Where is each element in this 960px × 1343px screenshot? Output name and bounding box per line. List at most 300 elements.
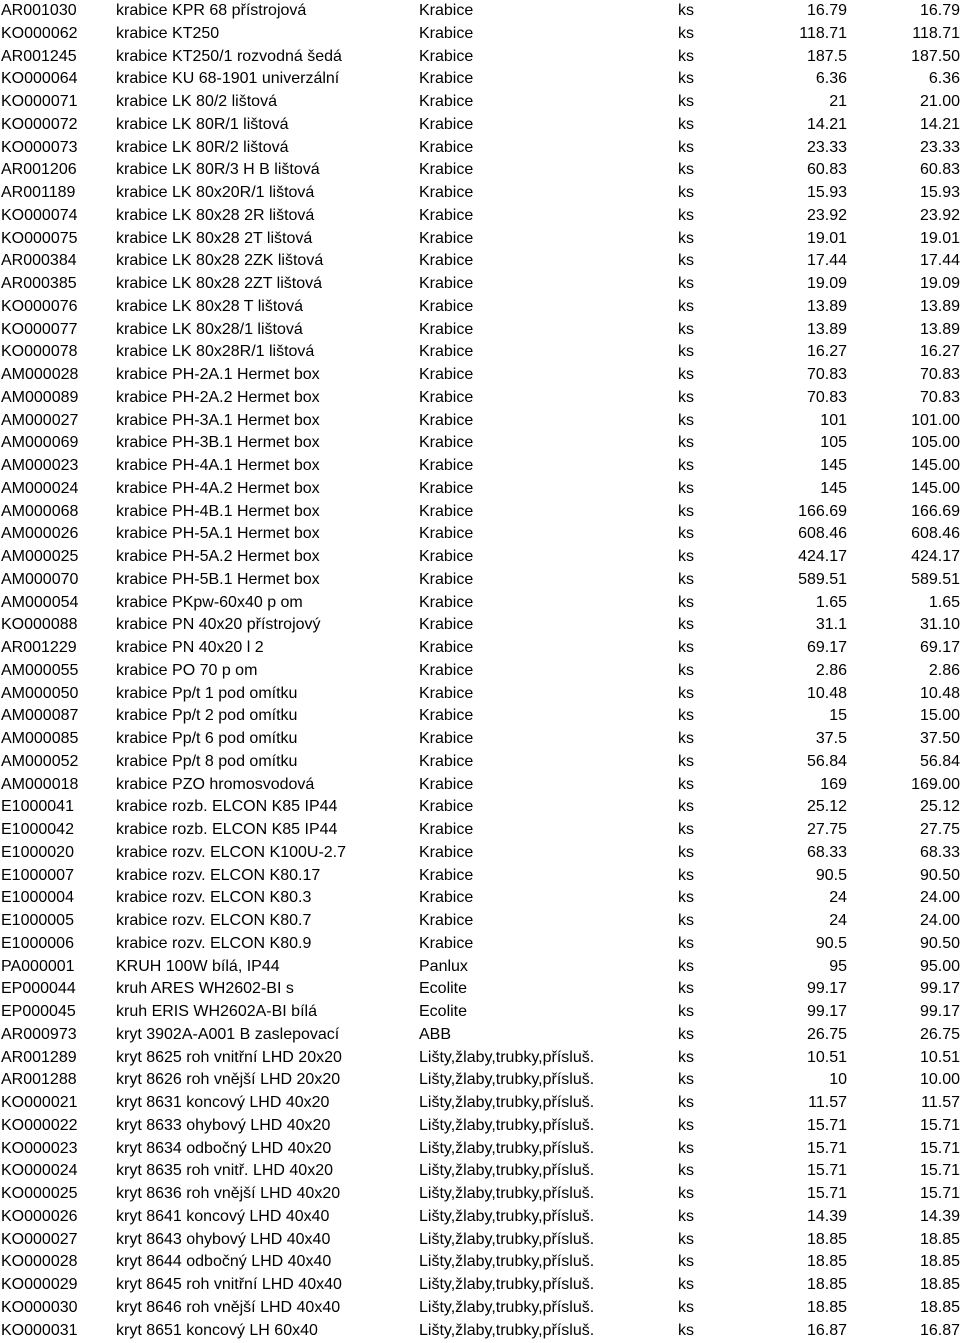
product-group: Lišty,žlaby,trubky,přísluš. xyxy=(419,1162,595,1180)
product-name: krabice rozv. ELCON K100U-2.7 xyxy=(116,843,347,861)
product-name: krabice Pp/t 6 pod omítku xyxy=(116,730,298,747)
product-group: Panlux xyxy=(419,957,468,975)
product-name: krabice LK 80R/3 H B lištová xyxy=(116,161,320,179)
product-name: kryt 8643 ohybový LHD 40x40 xyxy=(116,1230,331,1248)
unit-price: 18.85 xyxy=(806,1276,847,1293)
unit-price: 16.79 xyxy=(806,2,847,19)
unit: ks xyxy=(678,593,694,611)
unit: ks xyxy=(678,912,694,929)
product-name: krabice rozv. ELCON K80.17 xyxy=(116,866,321,884)
product-code: E1000007 xyxy=(1,866,74,884)
total-price: 187.50 xyxy=(911,47,960,65)
table-row xyxy=(0,387,960,410)
unit-price: 60.83 xyxy=(806,161,847,179)
unit: ks xyxy=(678,639,694,656)
product-group: Krabice xyxy=(419,502,474,520)
total-price: 424.17 xyxy=(911,548,960,565)
total-price: 101.00 xyxy=(911,411,960,429)
product-name: krabice LK 80R/1 lištová xyxy=(116,115,289,133)
product-name: krabice Pp/t 2 pod omítku xyxy=(116,707,298,725)
unit: ks xyxy=(678,866,694,884)
unit: ks xyxy=(678,1116,694,1134)
table-row xyxy=(0,23,960,46)
product-name: kryt 8631 koncový LHD 40x20 xyxy=(116,1094,330,1111)
table-row xyxy=(0,250,960,273)
product-name: krabice PH-3A.1 Hermet box xyxy=(116,411,320,429)
total-price: 18.85 xyxy=(919,1298,960,1316)
product-group: Krabice xyxy=(419,70,474,88)
product-name: krabice PH-4A.1 Hermet box xyxy=(116,457,320,474)
total-price: 15.00 xyxy=(919,707,960,725)
unit: ks xyxy=(678,980,694,998)
total-price: 70.83 xyxy=(919,388,960,406)
unit: ks xyxy=(678,889,694,907)
total-price: 27.75 xyxy=(919,821,960,838)
table-row xyxy=(0,137,960,160)
product-group: Krabice xyxy=(419,320,474,338)
product-group: Krabice xyxy=(419,548,474,565)
product-code: AR001189 xyxy=(1,184,76,201)
unit: ks xyxy=(678,525,694,543)
unit: ks xyxy=(678,343,694,361)
product-name: krabice KT250 xyxy=(116,24,220,42)
total-price: 26.75 xyxy=(919,1025,960,1043)
unit-price: 608.46 xyxy=(798,525,847,543)
total-price: 31.10 xyxy=(919,616,960,634)
product-code: AM000027 xyxy=(1,411,79,429)
unit-price: 145 xyxy=(820,479,847,497)
unit: ks xyxy=(678,1230,694,1248)
product-name: krabice PZO hromosvodová xyxy=(116,775,315,793)
product-code: E1000006 xyxy=(1,934,74,952)
product-group: Lišty,žlaby,trubky,přísluš. xyxy=(419,1139,595,1157)
product-code: KO000075 xyxy=(1,229,78,247)
unit: ks xyxy=(678,93,694,110)
total-price: 145.00 xyxy=(911,479,960,497)
unit-price: 15.71 xyxy=(806,1139,847,1157)
total-price: 1.65 xyxy=(928,593,960,611)
total-price: 23.92 xyxy=(919,206,960,224)
product-name: krabice Pp/t 1 pod omítku xyxy=(116,684,298,702)
product-name: krabice KT250/1 rozvodná šedá xyxy=(116,47,342,65)
table-row xyxy=(0,978,960,1001)
table-row xyxy=(0,933,960,956)
product-group: Krabice xyxy=(419,707,474,725)
product-code: AM000070 xyxy=(1,570,79,588)
product-code: AR001289 xyxy=(1,1048,77,1066)
product-name: krabice rozv. ELCON K80.9 xyxy=(116,934,312,952)
unit: ks xyxy=(678,752,694,770)
total-price: 166.69 xyxy=(911,502,960,520)
product-group: Lišty,žlaby,trubky,přísluš. xyxy=(419,1094,595,1111)
total-price: 24.00 xyxy=(919,889,960,907)
total-price: 14.39 xyxy=(919,1207,960,1225)
total-price: 608.46 xyxy=(911,525,960,543)
total-price: 19.09 xyxy=(919,275,960,292)
unit-price: 2.86 xyxy=(815,661,847,679)
table-row xyxy=(0,1115,960,1138)
product-group: Krabice xyxy=(419,115,474,133)
product-group: Krabice xyxy=(419,934,474,952)
product-name: kruh ARES WH2602-BI s xyxy=(116,980,294,998)
unit-price: 31.1 xyxy=(815,616,847,634)
product-group: Lišty,žlaby,trubky,přísluš. xyxy=(419,1276,595,1293)
product-code: E1000020 xyxy=(1,843,74,861)
unit: ks xyxy=(678,1162,694,1180)
product-code: KO000074 xyxy=(1,206,78,224)
product-group: Lišty,žlaby,trubky,přísluš. xyxy=(419,1071,595,1089)
unit-price: 70.83 xyxy=(806,366,847,383)
product-group: Krabice xyxy=(419,161,474,179)
unit: ks xyxy=(678,47,694,65)
table-row xyxy=(0,501,960,524)
unit: ks xyxy=(678,24,694,42)
product-group: Krabice xyxy=(419,138,474,156)
table-row xyxy=(0,683,960,706)
product-code: AM000069 xyxy=(1,434,79,452)
table-row xyxy=(0,114,960,137)
unit-price: 118.71 xyxy=(799,24,847,42)
unit: ks xyxy=(678,798,694,816)
unit: ks xyxy=(678,1276,694,1293)
unit: ks xyxy=(678,206,694,224)
unit: ks xyxy=(678,388,694,406)
unit-price: 101 xyxy=(820,411,847,429)
table-row xyxy=(0,569,960,592)
unit-price: 14.39 xyxy=(806,1207,847,1225)
unit: ks xyxy=(678,570,694,588)
product-code: KO000021 xyxy=(1,1094,78,1111)
unit: ks xyxy=(678,1003,694,1020)
product-name: krabice Pp/t 8 pod omítku xyxy=(116,752,298,770)
product-name: krabice LK 80/2 lištová xyxy=(116,93,277,110)
product-code: KO000026 xyxy=(1,1207,78,1225)
product-group: Lišty,žlaby,trubky,přísluš. xyxy=(419,1116,595,1134)
product-name: krabice PH-5A.2 Hermet box xyxy=(116,548,320,565)
product-group: ABB xyxy=(419,1025,452,1043)
unit-price: 16.87 xyxy=(806,1321,847,1339)
total-price: 13.89 xyxy=(919,297,960,315)
product-group: Lišty,žlaby,trubky,přísluš. xyxy=(419,1185,595,1202)
unit: ks xyxy=(678,229,694,247)
product-group: Krabice xyxy=(419,24,474,42)
table-row xyxy=(0,705,960,728)
total-price: 169.00 xyxy=(911,775,960,793)
table-row xyxy=(0,432,960,455)
unit-price: 90.5 xyxy=(815,866,847,884)
product-code: KO000077 xyxy=(1,320,78,338)
unit-price: 6.36 xyxy=(815,70,847,88)
total-price: 105.00 xyxy=(911,434,960,452)
product-name: kryt 8625 roh vnitřní LHD 20x20 xyxy=(116,1048,342,1066)
product-code: AR000384 xyxy=(1,252,77,270)
table-row xyxy=(0,0,960,23)
product-name: kryt 8626 roh vnější LHD 20x20 xyxy=(116,1071,341,1089)
total-price: 37.50 xyxy=(919,730,960,747)
product-name: krabice KPR 68 přístrojová xyxy=(116,2,307,19)
unit: ks xyxy=(678,1139,694,1157)
product-name: krabice rozv. ELCON K80.3 xyxy=(116,889,312,907)
unit-price: 18.85 xyxy=(806,1253,847,1271)
table-row xyxy=(0,865,960,888)
product-group: Krabice xyxy=(419,912,474,929)
table-row xyxy=(0,410,960,433)
product-group: Krabice xyxy=(419,93,474,110)
table-row xyxy=(0,1047,960,1070)
table-row xyxy=(0,1206,960,1229)
unit-price: 18.85 xyxy=(806,1298,847,1316)
product-group: Ecolite xyxy=(419,1003,468,1020)
product-code: AM000025 xyxy=(1,548,79,565)
table-row xyxy=(0,1001,960,1024)
product-code: AM000024 xyxy=(1,479,79,497)
product-name: KRUH 100W bílá, IP44 xyxy=(116,957,280,975)
product-code: AM000054 xyxy=(1,593,79,611)
product-code: AM000055 xyxy=(1,661,79,679)
table-row xyxy=(0,887,960,910)
product-group: Krabice xyxy=(419,730,474,747)
unit: ks xyxy=(678,1207,694,1225)
product-group: Ecolite xyxy=(419,980,468,998)
product-code: KO000030 xyxy=(1,1298,78,1316)
product-group: Krabice xyxy=(419,525,474,543)
unit: ks xyxy=(678,434,694,452)
unit-price: 23.92 xyxy=(806,206,847,224)
total-price: 24.00 xyxy=(919,912,960,929)
table-row xyxy=(0,1320,960,1343)
product-group: Lišty,žlaby,trubky,přísluš. xyxy=(419,1321,595,1339)
table-row xyxy=(0,819,960,842)
unit-price: 16.27 xyxy=(806,343,847,361)
product-name: krabice PH-5B.1 Hermet box xyxy=(116,570,320,588)
table-row xyxy=(0,1229,960,1252)
total-price: 14.21 xyxy=(919,115,960,133)
unit: ks xyxy=(678,479,694,497)
product-group: Krabice xyxy=(419,457,474,474)
unit: ks xyxy=(678,1094,694,1111)
product-name: krabice PKpw-60x40 p om xyxy=(116,593,303,611)
product-group: Krabice xyxy=(419,843,474,861)
product-name: krabice LK 80x28 2ZT lištová xyxy=(116,275,323,292)
unit-price: 15.71 xyxy=(806,1162,847,1180)
product-code: E1000042 xyxy=(1,821,74,838)
product-group: Krabice xyxy=(419,616,474,634)
product-group: Krabice xyxy=(419,206,474,224)
product-group: Lišty,žlaby,trubky,přísluš. xyxy=(419,1207,595,1225)
total-price: 2.86 xyxy=(928,661,960,679)
product-group: Krabice xyxy=(419,252,474,270)
product-name: kryt 8646 roh vnější LHD 40x40 xyxy=(116,1298,341,1316)
product-code: AR001030 xyxy=(1,2,77,19)
table-row xyxy=(0,296,960,319)
product-name: krabice PN 40x20 l 2 xyxy=(116,639,264,656)
table-row xyxy=(0,46,960,69)
unit-price: 17.44 xyxy=(806,252,847,270)
unit: ks xyxy=(678,1253,694,1271)
unit: ks xyxy=(678,411,694,429)
product-group: Krabice xyxy=(419,366,474,383)
product-name: krabice PH-5A.1 Hermet box xyxy=(116,525,320,543)
product-group: Krabice xyxy=(419,684,474,702)
total-price: 21.00 xyxy=(919,93,960,110)
unit-price: 15.71 xyxy=(806,1185,847,1202)
unit: ks xyxy=(678,184,694,201)
product-name: kryt 8636 roh vnější LHD 40x20 xyxy=(116,1185,341,1202)
product-name: krabice PN 40x20 přístrojový xyxy=(116,616,321,634)
unit: ks xyxy=(678,502,694,520)
total-price: 60.83 xyxy=(919,161,960,179)
unit: ks xyxy=(678,957,694,975)
table-row xyxy=(0,956,960,979)
unit-price: 27.75 xyxy=(806,821,847,838)
unit: ks xyxy=(678,2,694,19)
product-group: Lišty,žlaby,trubky,přísluš. xyxy=(419,1230,595,1248)
product-group: Krabice xyxy=(419,184,474,201)
total-price: 15.71 xyxy=(919,1139,960,1157)
unit: ks xyxy=(678,616,694,634)
unit-price: 99.17 xyxy=(806,1003,847,1020)
total-price: 95.00 xyxy=(919,957,960,975)
product-name: kryt 8635 roh vnitř. LHD 40x20 xyxy=(116,1162,333,1180)
table-row xyxy=(0,159,960,182)
product-name: krabice LK 80x28 2T lištová xyxy=(116,229,313,247)
product-code: KO000029 xyxy=(1,1276,78,1293)
product-name: kryt 8644 odbočný LHD 40x40 xyxy=(116,1253,332,1271)
table-row xyxy=(0,728,960,751)
unit: ks xyxy=(678,1298,694,1316)
unit-price: 13.89 xyxy=(806,297,847,315)
unit-price: 166.69 xyxy=(798,502,847,520)
product-name: kryt 8633 ohybový LHD 40x20 xyxy=(116,1116,331,1134)
product-code: KO000064 xyxy=(1,70,78,88)
product-code: KO000023 xyxy=(1,1139,78,1157)
unit: ks xyxy=(678,70,694,88)
product-code: E1000004 xyxy=(1,889,74,907)
table-row xyxy=(0,1274,960,1297)
product-group: Krabice xyxy=(419,434,474,452)
total-price: 589.51 xyxy=(911,570,960,588)
product-name: kryt 8641 koncový LHD 40x40 xyxy=(116,1207,330,1225)
unit-price: 21 xyxy=(829,93,847,110)
table-row xyxy=(0,68,960,91)
total-price: 18.85 xyxy=(919,1276,960,1293)
product-group: Krabice xyxy=(419,639,474,656)
total-price: 70.83 xyxy=(919,366,960,383)
product-name: krabice LK 80x20R/1 lištová xyxy=(116,184,315,201)
unit-price: 95 xyxy=(829,957,847,975)
product-name: krabice rozb. ELCON K85 IP44 xyxy=(116,798,338,816)
total-price: 10.00 xyxy=(919,1071,960,1089)
unit: ks xyxy=(678,1071,694,1089)
unit-price: 70.83 xyxy=(806,388,847,406)
total-price: 56.84 xyxy=(919,752,960,770)
unit-price: 589.51 xyxy=(798,570,847,588)
unit: ks xyxy=(678,366,694,383)
unit: ks xyxy=(678,275,694,292)
unit-price: 56.84 xyxy=(806,752,847,770)
unit: ks xyxy=(678,548,694,565)
product-code: KO000073 xyxy=(1,138,78,156)
product-group: Krabice xyxy=(419,821,474,838)
product-group: Krabice xyxy=(419,866,474,884)
product-group: Krabice xyxy=(419,343,474,361)
product-name: kruh ERIS WH2602A-BI bílá xyxy=(116,1003,317,1020)
unit: ks xyxy=(678,161,694,179)
product-group: Krabice xyxy=(419,297,474,315)
table-row xyxy=(0,455,960,478)
table-row xyxy=(0,660,960,683)
unit: ks xyxy=(678,843,694,861)
unit: ks xyxy=(678,707,694,725)
unit-price: 23.33 xyxy=(806,138,847,156)
table-row xyxy=(0,478,960,501)
product-code: KO000076 xyxy=(1,297,78,315)
unit-price: 10 xyxy=(829,1071,847,1089)
product-name: krabice PH-2A.1 Hermet box xyxy=(116,366,320,383)
unit-price: 145 xyxy=(820,457,847,474)
total-price: 18.85 xyxy=(919,1230,960,1248)
product-group: Krabice xyxy=(419,593,474,611)
product-code: AM000028 xyxy=(1,366,79,383)
total-price: 15.71 xyxy=(919,1185,960,1202)
total-price: 68.33 xyxy=(919,843,960,861)
product-code: KO000062 xyxy=(1,24,78,42)
unit-price: 10.48 xyxy=(806,684,847,702)
table-row xyxy=(0,1138,960,1161)
product-group: Lišty,žlaby,trubky,přísluš. xyxy=(419,1253,595,1271)
product-code: AM000087 xyxy=(1,707,79,725)
product-code: E1000041 xyxy=(1,798,74,816)
total-price: 145.00 xyxy=(911,457,960,474)
total-price: 90.50 xyxy=(919,866,960,884)
product-code: AR000385 xyxy=(1,275,77,292)
product-group: Krabice xyxy=(419,798,474,816)
product-code: AM000050 xyxy=(1,684,79,702)
product-group: Lišty,žlaby,trubky,přísluš. xyxy=(419,1298,595,1316)
product-code: AM000052 xyxy=(1,752,79,770)
product-group: Krabice xyxy=(419,275,474,292)
table-row xyxy=(0,614,960,637)
table-row xyxy=(0,341,960,364)
product-name: krabice LK 80x28 2R lištová xyxy=(116,206,315,224)
product-code: KO000071 xyxy=(1,93,78,110)
table-row xyxy=(0,796,960,819)
product-code: KO000072 xyxy=(1,115,78,133)
total-price: 16.27 xyxy=(919,343,960,361)
product-code: KO000031 xyxy=(1,1321,78,1339)
product-group: Krabice xyxy=(419,889,474,907)
product-group: Krabice xyxy=(419,47,474,65)
table-row xyxy=(0,205,960,228)
table-row xyxy=(0,774,960,797)
product-group: Krabice xyxy=(419,479,474,497)
product-group: Krabice xyxy=(419,388,474,406)
product-group: Krabice xyxy=(419,411,474,429)
product-name: kryt 8645 roh vnitřní LHD 40x40 xyxy=(116,1276,342,1293)
table-row xyxy=(0,273,960,296)
table-row xyxy=(0,523,960,546)
product-code: EP000044 xyxy=(1,980,76,998)
unit-price: 19.01 xyxy=(806,229,847,247)
product-group: Krabice xyxy=(419,775,474,793)
unit-price: 424.17 xyxy=(798,548,847,565)
product-code: KO000028 xyxy=(1,1253,78,1271)
table-row xyxy=(0,319,960,342)
unit-price: 26.75 xyxy=(806,1025,847,1043)
unit-price: 24 xyxy=(829,912,847,929)
product-name: krabice rozb. ELCON K85 IP44 xyxy=(116,821,338,838)
product-code: AR000973 xyxy=(1,1025,77,1043)
